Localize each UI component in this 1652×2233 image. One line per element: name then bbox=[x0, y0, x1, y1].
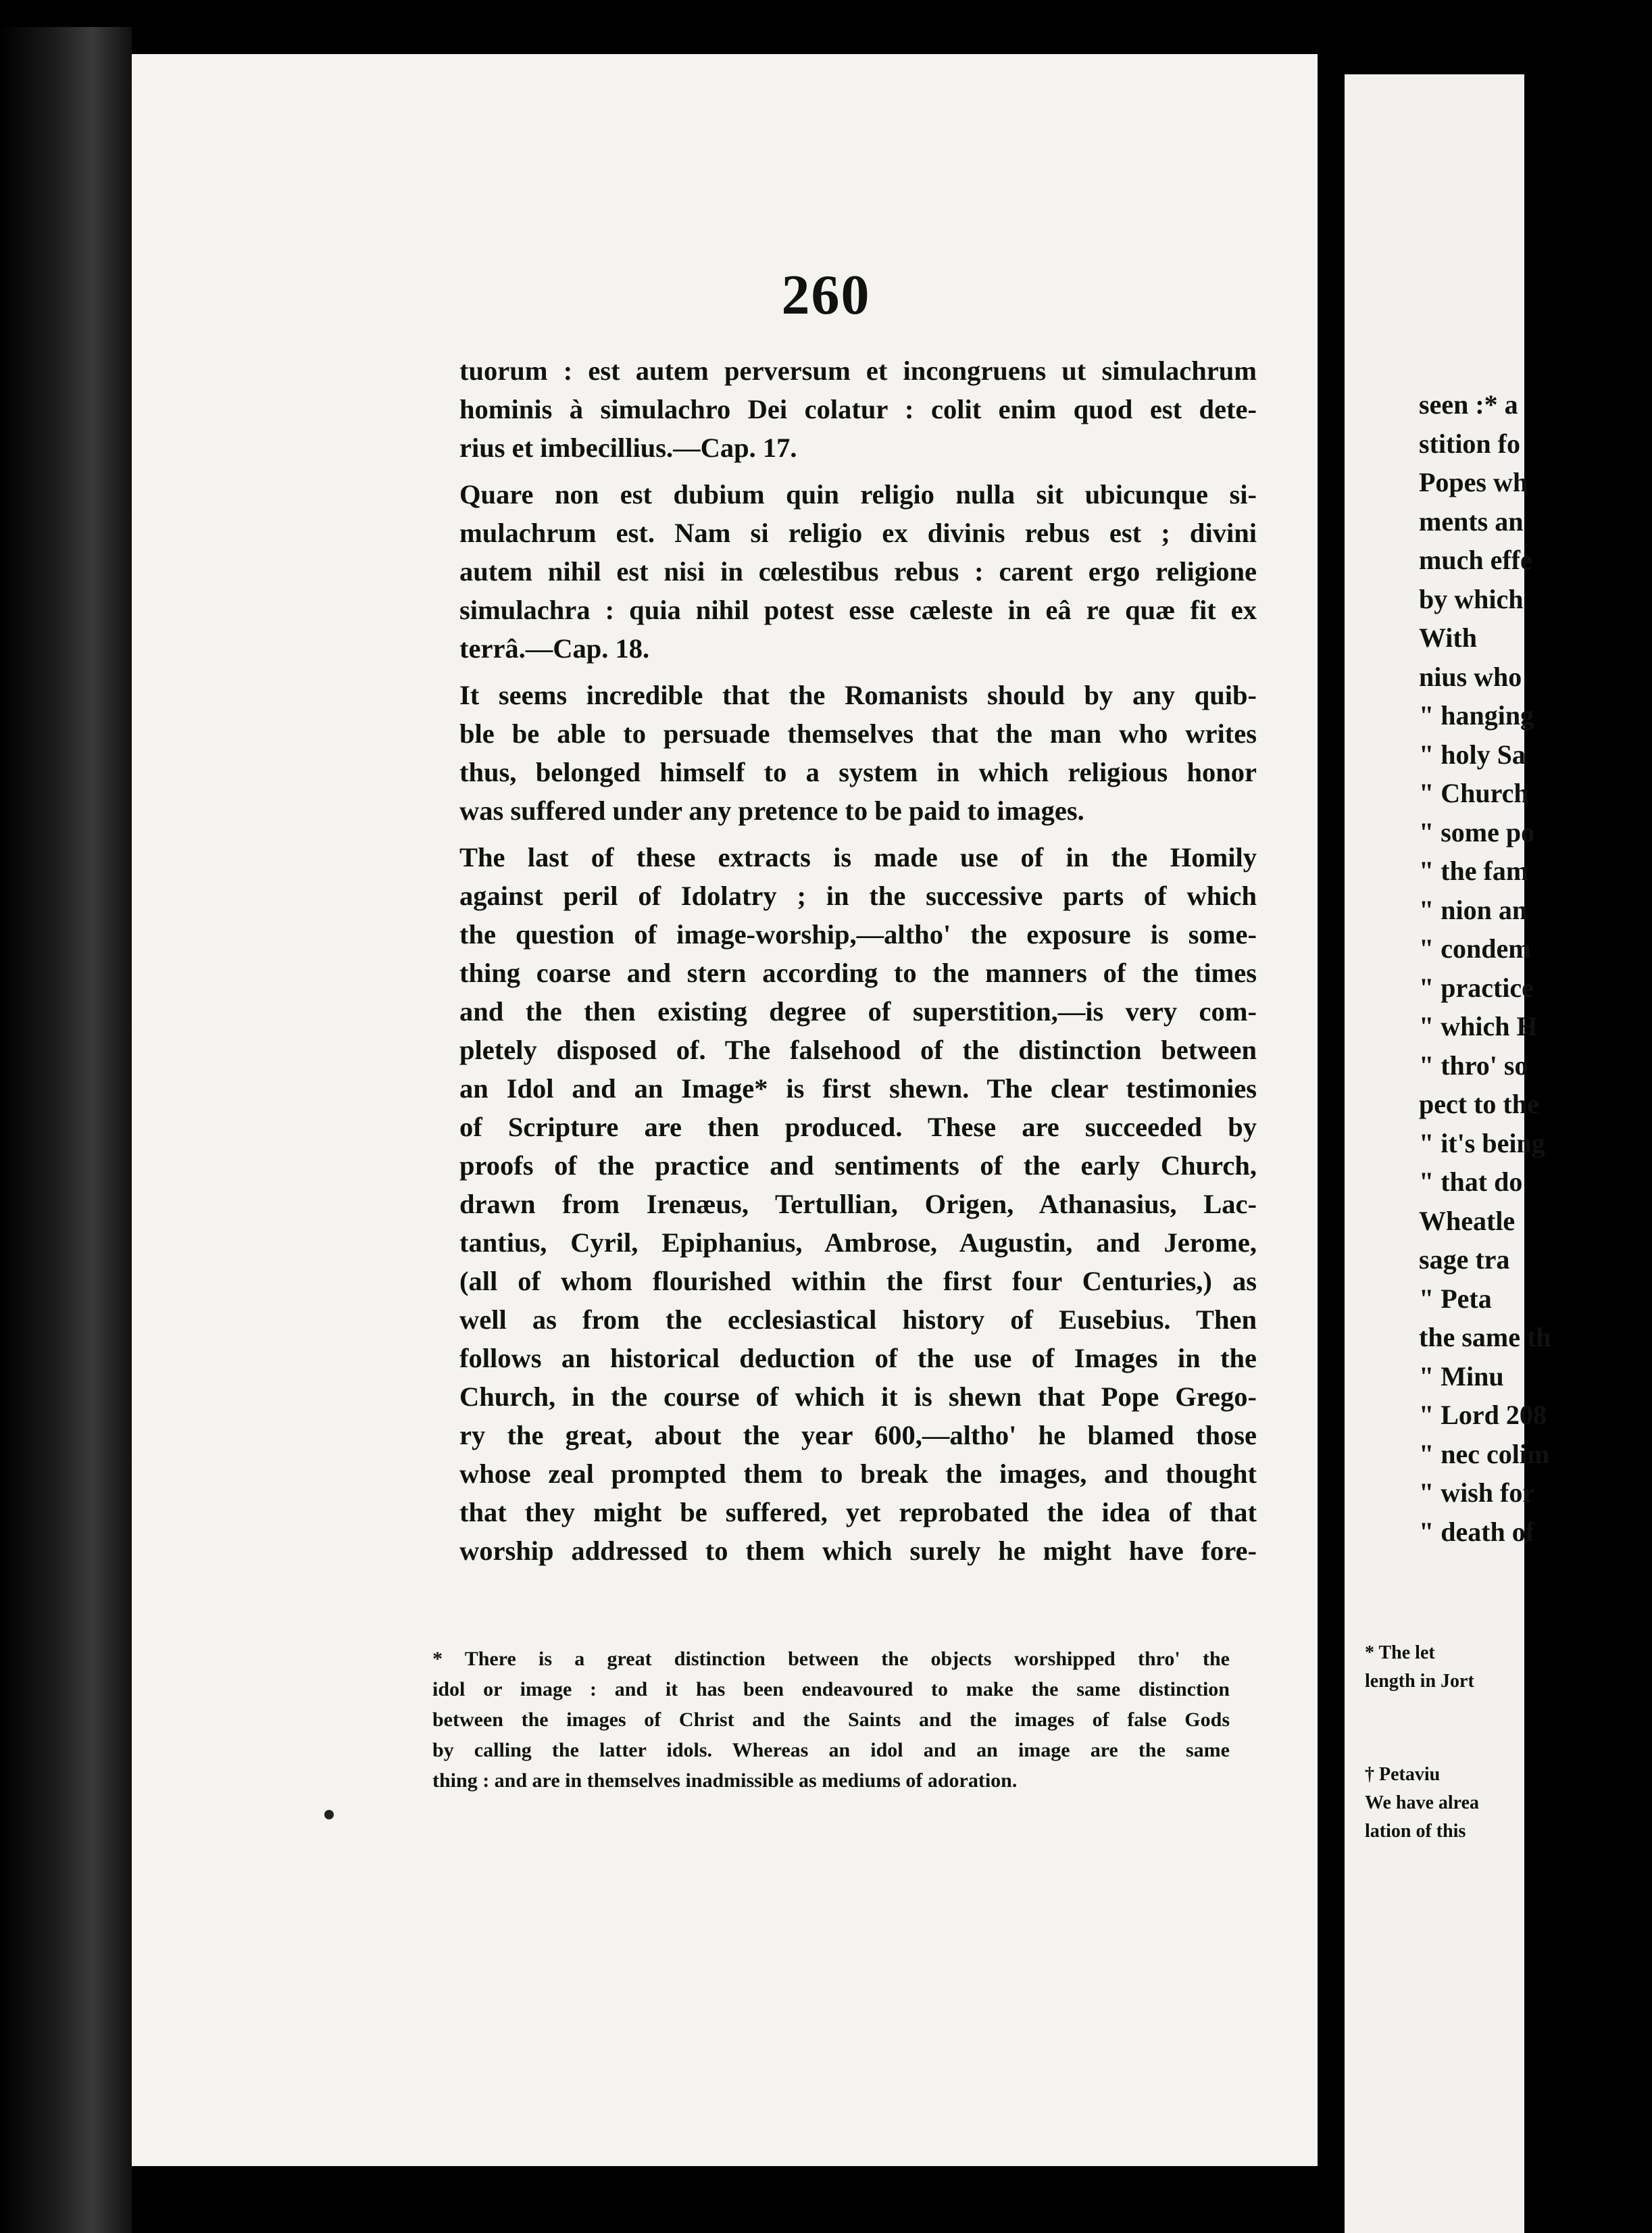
text-line: Church, in the course of which it is shewn that Pope Grego- bbox=[459, 1381, 1257, 1412]
right-text-line: " some po bbox=[1419, 816, 1535, 848]
text-line: ry the great, about the year 600,—altho' he blamed those bbox=[459, 1420, 1257, 1450]
right-text-line: " practice bbox=[1419, 972, 1534, 1003]
text-line: against peril of Idolatry ; in the successive parts of which bbox=[459, 881, 1257, 911]
text-line: an Idol and an Image* is first shewn. The clear testimonies bbox=[459, 1073, 1257, 1104]
book-gutter bbox=[1318, 0, 1345, 2233]
right-text-line: " thro' so bbox=[1419, 1050, 1528, 1081]
text-line: that they might be suffered, yet reprobated the idea of that bbox=[459, 1497, 1257, 1527]
text-line: ble be able to persuade themselves that the man who writes bbox=[459, 718, 1257, 749]
right-page-text bbox=[1419, 385, 1551, 1551]
right-text-line: nius who bbox=[1419, 661, 1522, 692]
text-line: the question of image-worship,—altho' the exposure is some- bbox=[459, 919, 1257, 950]
right-note-line: length in Jort bbox=[1365, 1671, 1474, 1692]
book-spine bbox=[0, 27, 132, 2233]
page-number: 260 bbox=[781, 264, 871, 326]
right-note-line: † Petaviu bbox=[1365, 1764, 1441, 1785]
text-line: thing coarse and stern according to the manners of the times bbox=[459, 958, 1257, 988]
right-text-line: " which H bbox=[1419, 1011, 1538, 1041]
text-line: tuorum : est autem perversum et incongruens ut simulachrum bbox=[459, 355, 1257, 386]
text-line: mulachrum est. Nam si religio ex divinis rebus est ; divini bbox=[459, 518, 1257, 548]
footnote-line: idol or image : and it has been endeavoured to make the same distinction bbox=[432, 1678, 1230, 1700]
right-text-line: much effe bbox=[1419, 545, 1532, 575]
footnote-line: by calling the latter idols. Whereas an idol and an image are the same bbox=[432, 1739, 1230, 1761]
text-line: tantius, Cyril, Epiphanius, Ambrose, Augustin, and Jerome, bbox=[459, 1227, 1257, 1258]
right-text-line: Wheatle bbox=[1419, 1205, 1516, 1236]
right-text-line: With bbox=[1419, 622, 1477, 653]
right-page-footnote bbox=[1365, 1761, 1541, 1846]
text-line: (all of whom flourished within the first four Centuries,) as bbox=[459, 1266, 1257, 1296]
right-text-line: " Church bbox=[1419, 778, 1529, 808]
right-text-line: by which bbox=[1419, 583, 1524, 614]
right-text-line: " it's being bbox=[1419, 1127, 1545, 1158]
right-note-line: lation of this bbox=[1365, 1821, 1466, 1842]
right-text-line: " the fam bbox=[1419, 856, 1529, 886]
footnote-line: between the images of Christ and the Saints and the images of false Gods bbox=[432, 1709, 1230, 1731]
paragraph bbox=[459, 351, 1257, 467]
text-line: The last of these extracts is made use of in the Homily bbox=[459, 842, 1257, 873]
right-text-line: the same th bbox=[1419, 1322, 1551, 1352]
text-line: proofs of the practice and sentiments of the early Church, bbox=[459, 1150, 1257, 1181]
paragraph bbox=[459, 676, 1257, 830]
right-text-line: pect to the bbox=[1419, 1089, 1539, 1119]
right-text-line: " holy Sa bbox=[1419, 739, 1526, 770]
text-line: whose zeal prompted them to break the images, and thought bbox=[459, 1458, 1257, 1489]
text-line: was suffered under any pretence to be paid to images. bbox=[459, 795, 1084, 826]
ink-speck bbox=[324, 1810, 334, 1819]
text-line: thus, belonged himself to a system in which religious honor bbox=[459, 757, 1257, 787]
text-line: well as from the ecclesiastical history of Eusebius. Then bbox=[459, 1304, 1257, 1335]
text-line: hominis à simulachro Dei colatur : colit enim quod est dete- bbox=[459, 394, 1257, 424]
right-text-line: " nec colim bbox=[1419, 1438, 1550, 1469]
right-text-line: stition fo bbox=[1419, 428, 1520, 459]
paragraph bbox=[459, 838, 1257, 1570]
right-text-line: ments an bbox=[1419, 506, 1524, 537]
right-text-line: " Minu bbox=[1419, 1360, 1504, 1392]
footnote bbox=[432, 1644, 1230, 1796]
paragraph bbox=[459, 475, 1257, 668]
text-line: of Scripture are then produced. These are succeeded by bbox=[459, 1112, 1257, 1142]
footnote-line: thing : and are in themselves inadmissible as mediums of adoration. bbox=[432, 1769, 1018, 1792]
right-text-line: seen :* a bbox=[1419, 389, 1518, 420]
text-line: autem nihil est nisi in cœlestibus rebus : carent ergo religione bbox=[459, 556, 1257, 587]
text-line: It seems incredible that the Romanists should by any quib- bbox=[459, 680, 1257, 710]
right-text-line: " death of bbox=[1419, 1516, 1535, 1547]
right-text-line: " condem bbox=[1419, 933, 1531, 964]
text-line: worship addressed to them which surely he might have fore- bbox=[459, 1536, 1257, 1566]
right-note-line: We have alrea bbox=[1365, 1792, 1480, 1813]
right-text-line: " wish for bbox=[1419, 1477, 1535, 1508]
right-note-line: * The let bbox=[1365, 1642, 1435, 1663]
right-text-line: " Peta bbox=[1419, 1283, 1492, 1314]
footnote-line: * There is a great distinction between the objects worshipped thro' the bbox=[432, 1648, 1230, 1670]
right-text-line: " nion an bbox=[1419, 894, 1528, 925]
right-text-line: Popes wh bbox=[1419, 467, 1528, 497]
text-line: Quare non est dubium quin religio nulla sit ubicunque si- bbox=[459, 479, 1257, 510]
text-line: and the then existing degree of superstition,—is very com- bbox=[459, 996, 1257, 1027]
text-line: pletely disposed of. The falsehood of the distinction between bbox=[459, 1035, 1257, 1065]
right-text-line: sage tra bbox=[1419, 1244, 1510, 1275]
text-line: follows an historical deduction of the use of Images in the bbox=[459, 1343, 1257, 1373]
main-text bbox=[459, 351, 1257, 1578]
right-text-line: " that do bbox=[1419, 1167, 1523, 1197]
right-page-footnote bbox=[1365, 1639, 1541, 1696]
right-text-line: " hanging bbox=[1419, 700, 1534, 731]
right-text-line: " Lord 208 bbox=[1419, 1400, 1547, 1430]
text-line: drawn from Irenæus, Tertullian, Origen, Athanasius, Lac- bbox=[459, 1189, 1257, 1219]
text-line: simulachra : quia nihil potest esse cæleste in eâ re quæ fit ex bbox=[459, 595, 1257, 625]
text-line: terrâ.—Cap. 18. bbox=[459, 633, 650, 664]
text-line: rius et imbecillius.—Cap. 17. bbox=[459, 433, 797, 463]
